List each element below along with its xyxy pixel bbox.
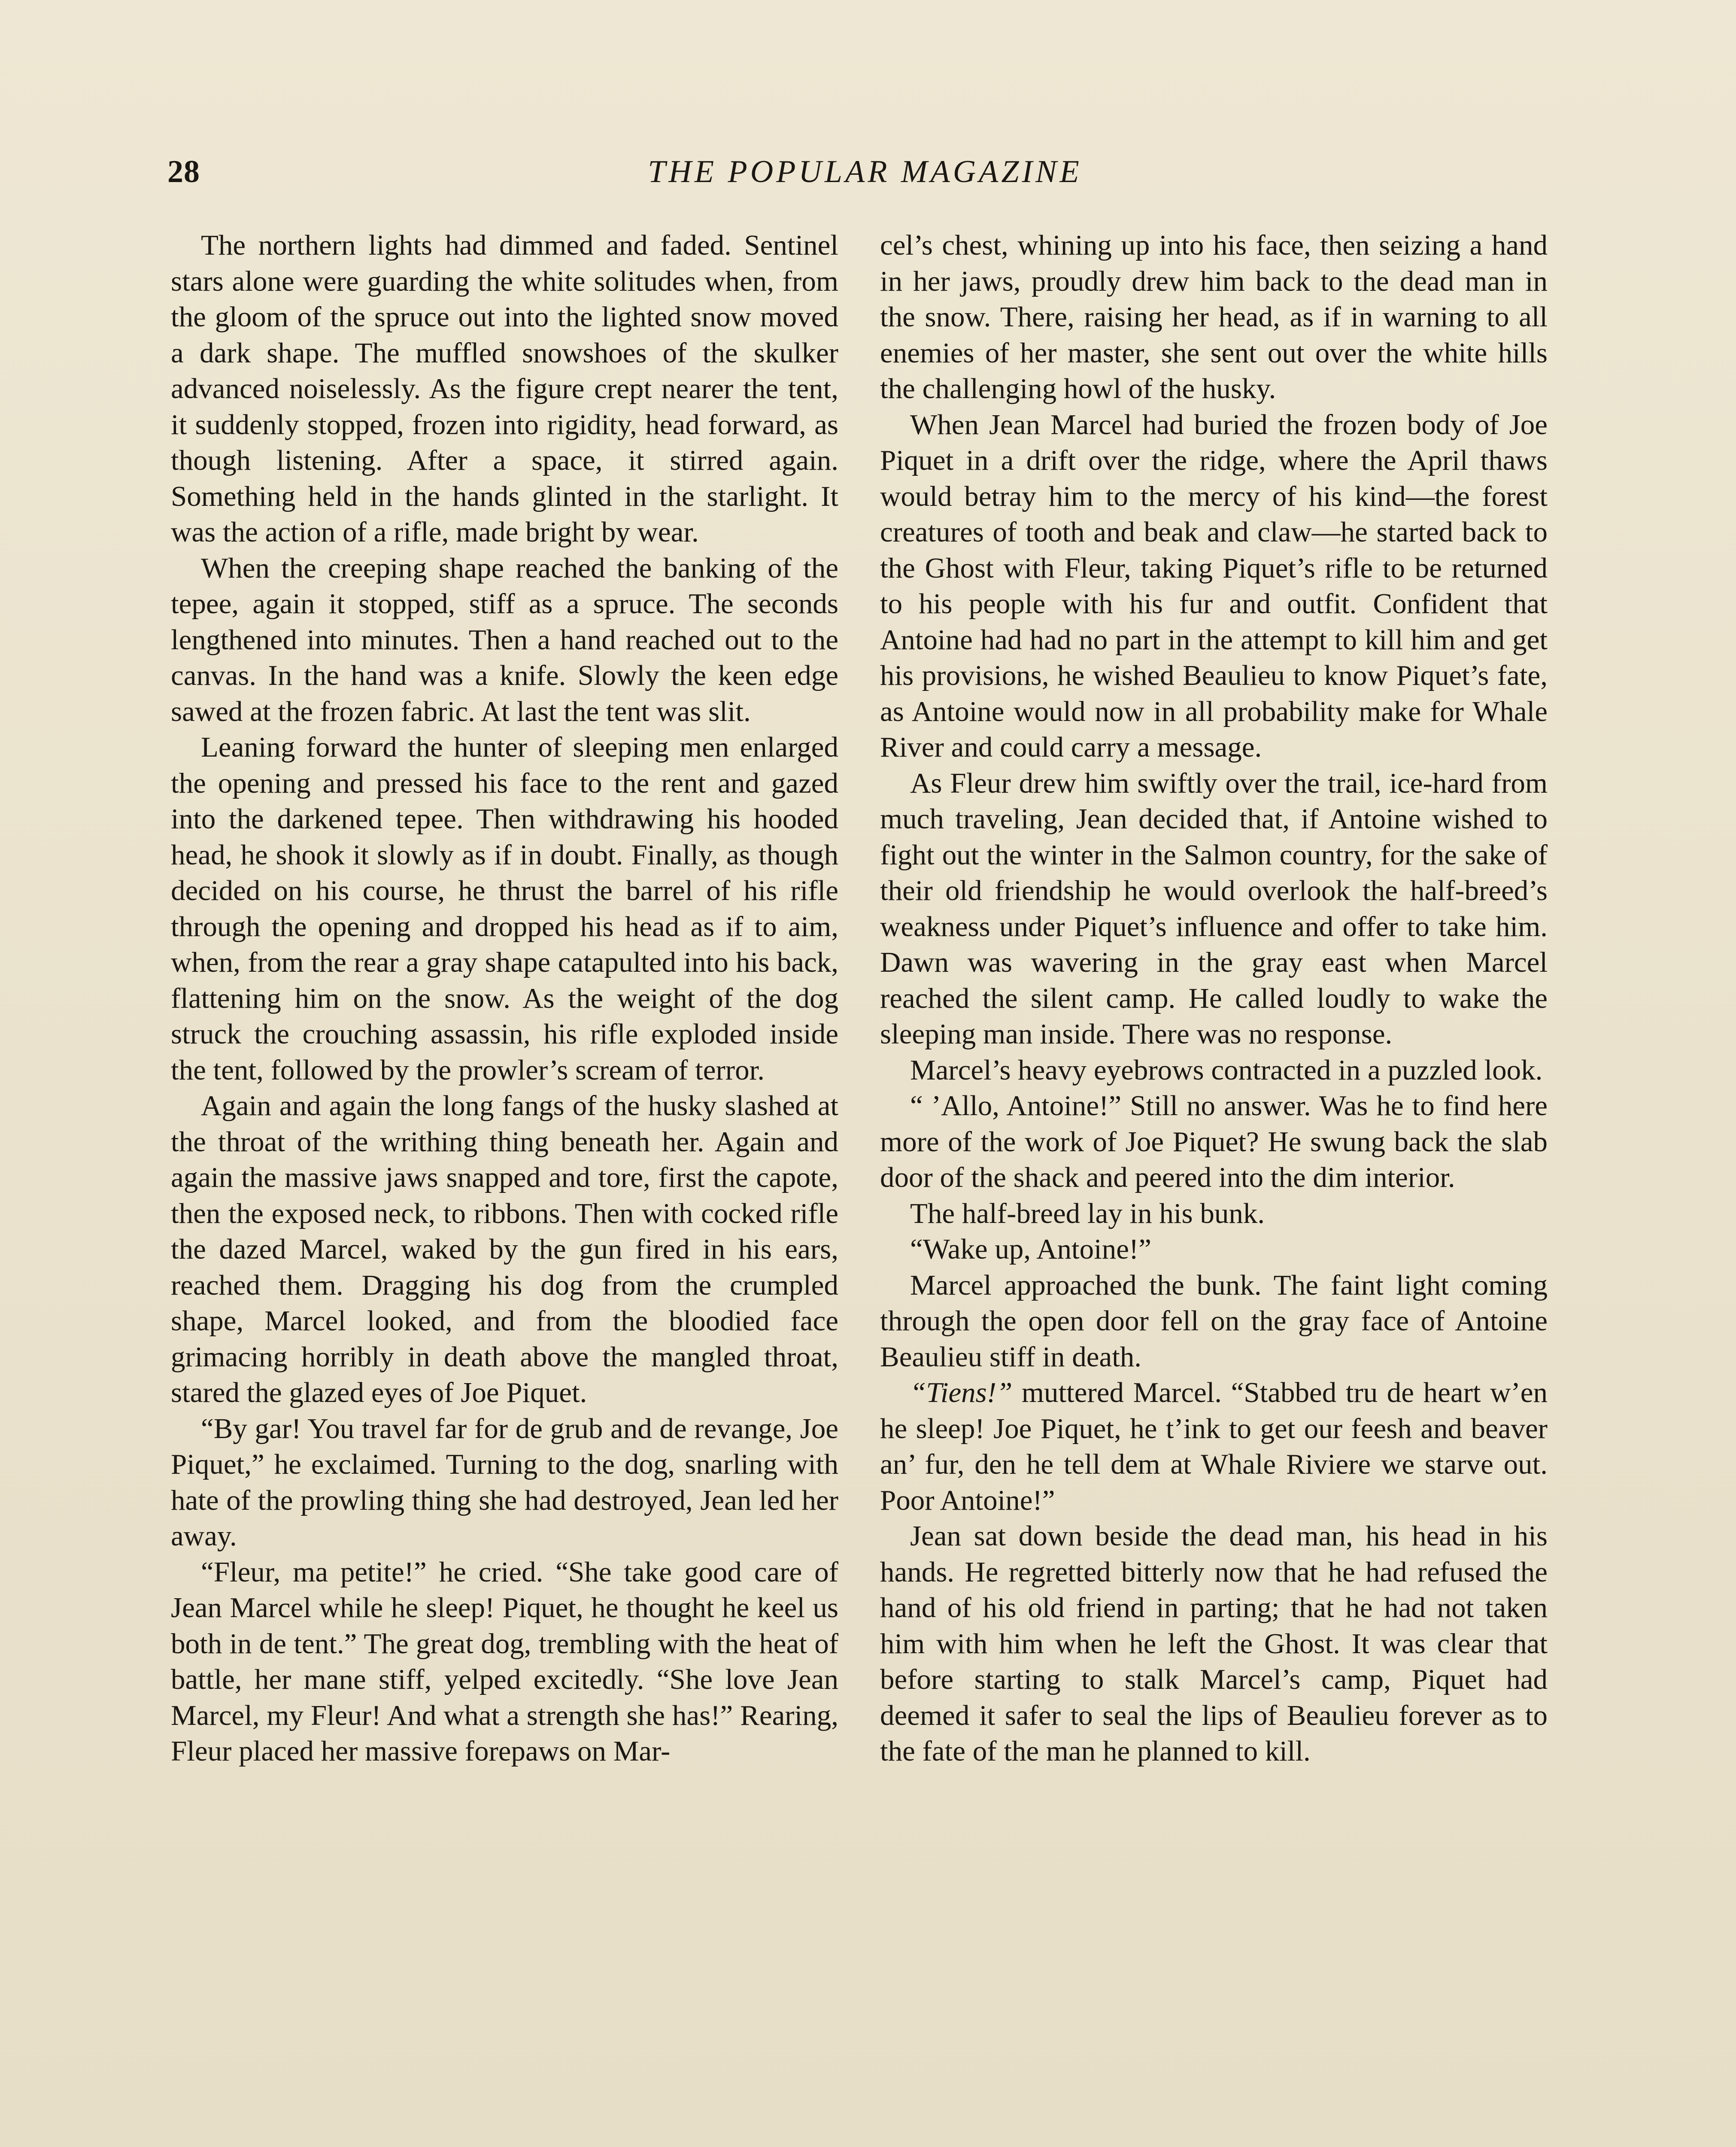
page-header [167,148,1563,195]
paragraph: “ ’Allo, Antoine!” Still no answer. Was he to find here more of the work of Joe Piquet? He swung back the slab door of the shack and peered into the dim interior. [880,1090,1548,1193]
running-head-title: THE POPULAR MAGAZINE [648,154,1082,189]
paragraph: Leaning forward the hunter of sleeping men enlarged the opening and pressed his face to the rent and gazed into the darkened tepee. Then withdrawing his hooded head, he shook it slowly as if in doubt. Finally, as though decided on his course, he thrust the barrel of his rifle through the opening and dropped his head as if to aim, when, from the rear a gray shape catapulted into his back, flattening him on the snow. As the weight of the dog struck the crouching assassin, his rifle exploded inside the tent, followed by the prowler’s scream of terror. [171,731,838,1086]
paragraph: The northern lights had dimmed and faded. Sentinel stars alone were guarding the white solitudes when, from the gloom of the spruce out into the lighted snow moved a dark shape. The muffled snowshoes of the skulker advanced noiselessly. As the figure crept nearer the tent, it suddenly stopped, frozen into rigidity, head forward, as though listening. After a space, it stirred again. Something held in the hands glinted in the starlight. It was the action of a rifle, made bright by wear. [171,229,838,548]
paragraph: “Fleur, ma petite!” he cried. “She take good care of Jean Marcel while he sleep! Piquet, he thought he keel us both in de tent.” The great dog, trembling with the heat of battle, her mane stiff, yelped excitedly. “She love Jean Marcel, my Fleur! And what a strength she has!” Rearing, Fleur placed her massive forepaws on Mar- [171,1556,838,1767]
paragraph: Again and again the long fangs of the husky slashed at the throat of the writhing thing beneath her. Again and again the massive jaws snapped and tore, first the capote, then the exposed neck, to ribbons. Then with cocked rifle the dazed Marcel, waked by the gun fired in his ears, reached them. Dragging his dog from the crumpled shape, Marcel looked, and from the bloodied face grimacing horribly in death above the mangled throat, stared the glazed eyes of Joe Piquet. [171,1090,838,1408]
paragraph: Jean sat down beside the dead man, his head in his hands. He regretted bitterly now that he had refused the hand of his old friend in parting; that he had not taken him with him when he left the Ghost. It was clear that before starting to stalk Marcel’s camp, Piquet had deemed it safer to seal the lips of Beaulieu forever as to the fate of the man he planned to kill. [880,1520,1548,1767]
right-text-column [880,228,1548,1770]
paragraph-tiens [880,1375,1548,1518]
paragraph: When the creeping shape reached the banking of the tepee, again it stopped, stiff as a spruce. The seconds lengthened into minutes. Then a hand reached out to the canvas. In the hand was a knife. Slowly the keen edge sawed at the frozen fabric. At last the tent was slit. [171,552,838,727]
paragraph: “Wake up, Antoine!” [910,1233,1152,1265]
italic-exclamation: “Tiens!” [910,1377,1013,1408]
paragraph: Marcel’s heavy eyebrows contracted in a puzzled look. [910,1054,1543,1086]
paragraph: As Fleur drew him swiftly over the trail, ice-hard from much traveling, Jean decided that, if Antoine wished to fight out the winter in the Salmon country, for the sake of their old friendship he would overlook the half-breed’s weakness under Piquet’s influence and offer to take him. Dawn was wavering in the gray east when Marcel reached the silent camp. He called loudly to wake the sleeping man inside. There was no response. [880,767,1548,1050]
paragraph: “By gar! You travel far for de grub and de revange, Joe Piquet,” he exclaimed. Turning to the dog, snarling with hate of the prowling thing she had destroyed, Jean led her away. [171,1412,838,1552]
paragraph: When Jean Marcel had buried the frozen body of Joe Piquet in a drift over the ridge, where the April thaws would betray him to the mercy of his kind—the forest creatures of tooth and beak and claw—he started back to the Ghost with Fleur, taking Piquet’s rifle to be returned to his people with his fur and outfit. Confident that Antoine had had no part in the attempt to kill him and get his provisions, he wished Beaulieu to know Piquet’s fate, as Antoine would now in all probability make for Whale River and could carry a message. [880,408,1548,763]
paragraph-continuation: cel’s chest, whining up into his face, then seizing a hand in her jaws, proudly drew him back to the dead man in the snow. There, raising her head, as if in warning to all enemies of her master, she sent out over the white hills the challenging howl of the husky. [880,229,1548,404]
page-number: 28 [167,154,200,189]
left-text-column [171,228,838,1770]
paragraph: The half-breed lay in his bunk. [910,1197,1265,1229]
paragraph-text: muttered Marcel. “Stabbed tru de heart w’en he sleep! Joe Piquet, he t’ink to get our feesh and beaver an’ fur, den he tell dem at Whale Riviere we starve out. Poor Antoine!” [880,1377,1548,1516]
paragraph: Marcel approached the bunk. The faint light coming through the open door fell on the gray face of Antoine Beaulieu stiff in death. [880,1269,1548,1373]
